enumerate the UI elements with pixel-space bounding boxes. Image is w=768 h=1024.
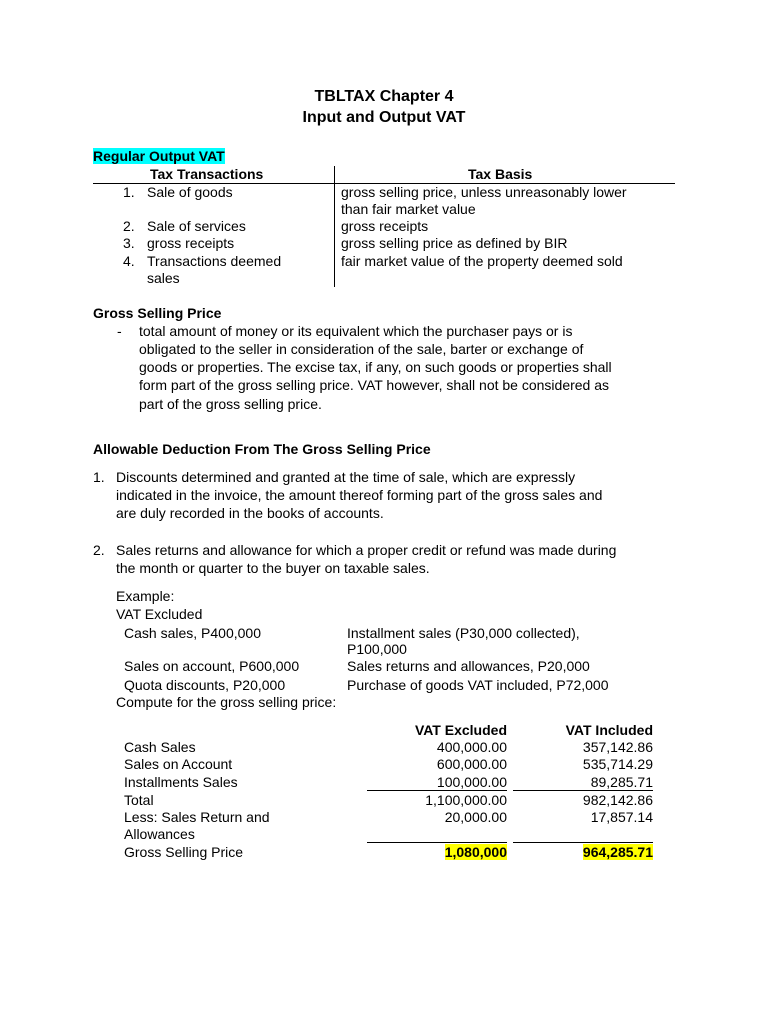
given-installment-sales-continued: P100,000	[347, 641, 407, 657]
allowable-deduction-heading: Allowable Deduction From The Gross Selling Price	[93, 441, 431, 457]
table-column-divider	[334, 166, 335, 287]
value-excluded: 600,000.00	[436, 756, 507, 772]
gross-selling-price-heading: Gross Selling Price	[93, 305, 222, 321]
row-label-sales-on-account: Sales on Account	[124, 756, 233, 772]
tax-basis: gross receipts	[341, 218, 429, 234]
total-rule-excluded	[367, 842, 507, 843]
deduction-line: Sales returns and allowance for which a proper credit or refund was made during	[116, 542, 617, 558]
value-included: 982,142.86	[582, 792, 653, 808]
value-excluded: 100,000.00	[436, 774, 507, 790]
row-label-installment-sales: Installments Sales	[124, 774, 238, 790]
list-number: 2.	[93, 542, 105, 558]
tax-transaction-continued: sales	[147, 270, 180, 286]
example-label: Example:	[116, 588, 175, 604]
regular-output-vat-heading	[93, 148, 225, 165]
subtotal-rule-excluded	[367, 790, 507, 791]
col-header-tax-basis: Tax Basis	[468, 166, 533, 182]
deduction-line: indicated in the invoice, the amount thereof forming part of the gross sales and	[116, 487, 603, 503]
tax-transaction: gross receipts	[147, 235, 235, 251]
row-number: 3.	[123, 235, 135, 251]
row-label-total: Total	[124, 792, 154, 808]
deduction-line: the month or quarter to the buyer on taxable sales.	[116, 560, 430, 576]
bullet-dash: -	[117, 323, 122, 339]
row-label-allowances: Allowances	[124, 826, 195, 842]
value-included: 89,285.71	[590, 774, 653, 790]
gross-selling-price-included-value: 964,285.71	[582, 844, 653, 860]
list-number: 1.	[93, 469, 105, 485]
example-sublabel: VAT Excluded	[116, 606, 203, 622]
tax-basis: fair market value of the property deemed sold	[341, 253, 623, 269]
deduction-line: Discounts determined and granted at the time of sale, which are expressly	[116, 469, 576, 485]
definition-line: goods or properties. The excise tax, if any, on such goods or properties shall	[139, 359, 612, 375]
col-header-vat-included: VAT Included	[565, 722, 653, 738]
given-quota-discounts: Quota discounts, P20,000	[124, 677, 286, 693]
given-purchase-goods: Purchase of goods VAT included, P72,000	[347, 677, 609, 693]
row-label-less-sales-return: Less: Sales Return and	[124, 809, 270, 825]
row-label-cash-sales: Cash Sales	[124, 739, 196, 755]
gross-selling-price-excluded	[367, 844, 507, 861]
given-sales-on-account: Sales on account, P600,000	[124, 658, 300, 674]
gross-selling-price-excluded-value: 1,080,000	[444, 844, 507, 860]
tax-basis: gross selling price as defined by BIR	[341, 235, 568, 251]
row-label-gross-selling-price: Gross Selling Price	[124, 844, 244, 860]
definition-line: obligated to the seller in consideration of the sale, barter or exchange of	[139, 341, 584, 357]
given-installment-sales: Installment sales (P30,000 collected),	[347, 625, 580, 641]
definition-line: total amount of money or its equivalent which the purchaser pays or is	[139, 323, 573, 339]
example-instruction: Compute for the gross selling price:	[116, 694, 337, 710]
row-number: 2.	[123, 218, 135, 234]
row-number: 4.	[123, 253, 135, 269]
col-header-tax-transactions: Tax Transactions	[150, 166, 264, 182]
given-sales-returns: Sales returns and allowances, P20,000	[347, 658, 590, 674]
value-included: 357,142.86	[582, 739, 653, 755]
tax-basis-continued: than fair market value	[341, 201, 476, 217]
given-cash-sales: Cash sales, P400,000	[124, 625, 261, 641]
regular-output-vat-heading-text: Regular Output VAT	[93, 148, 225, 164]
value-excluded: 400,000.00	[436, 739, 507, 755]
deduction-line: are duly recorded in the books of accounts.	[116, 505, 384, 521]
value-included: 535,714.29	[582, 756, 653, 772]
col-header-vat-excluded: VAT Excluded	[414, 722, 507, 738]
tax-basis: gross selling price, unless unreasonably lower	[341, 184, 627, 200]
value-excluded: 20,000.00	[444, 809, 507, 825]
definition-line: form part of the gross selling price. VAT however, shall not be considered as	[139, 377, 610, 393]
row-number: 1.	[123, 184, 135, 200]
tax-transaction: Transactions deemed	[147, 253, 282, 269]
total-rule-included	[513, 842, 653, 843]
value-included: 17,857.14	[590, 809, 653, 825]
tax-transaction: Sale of services	[147, 218, 246, 234]
definition-line: part of the gross selling price.	[139, 396, 322, 412]
tax-transaction: Sale of goods	[147, 184, 233, 200]
value-excluded: 1,100,000.00	[425, 792, 507, 808]
subtotal-rule-included	[513, 790, 653, 791]
page-subtitle: Input and Output VAT	[302, 109, 466, 126]
page-title: TBLTAX Chapter 4	[314, 88, 454, 105]
gross-selling-price-included	[512, 844, 653, 861]
